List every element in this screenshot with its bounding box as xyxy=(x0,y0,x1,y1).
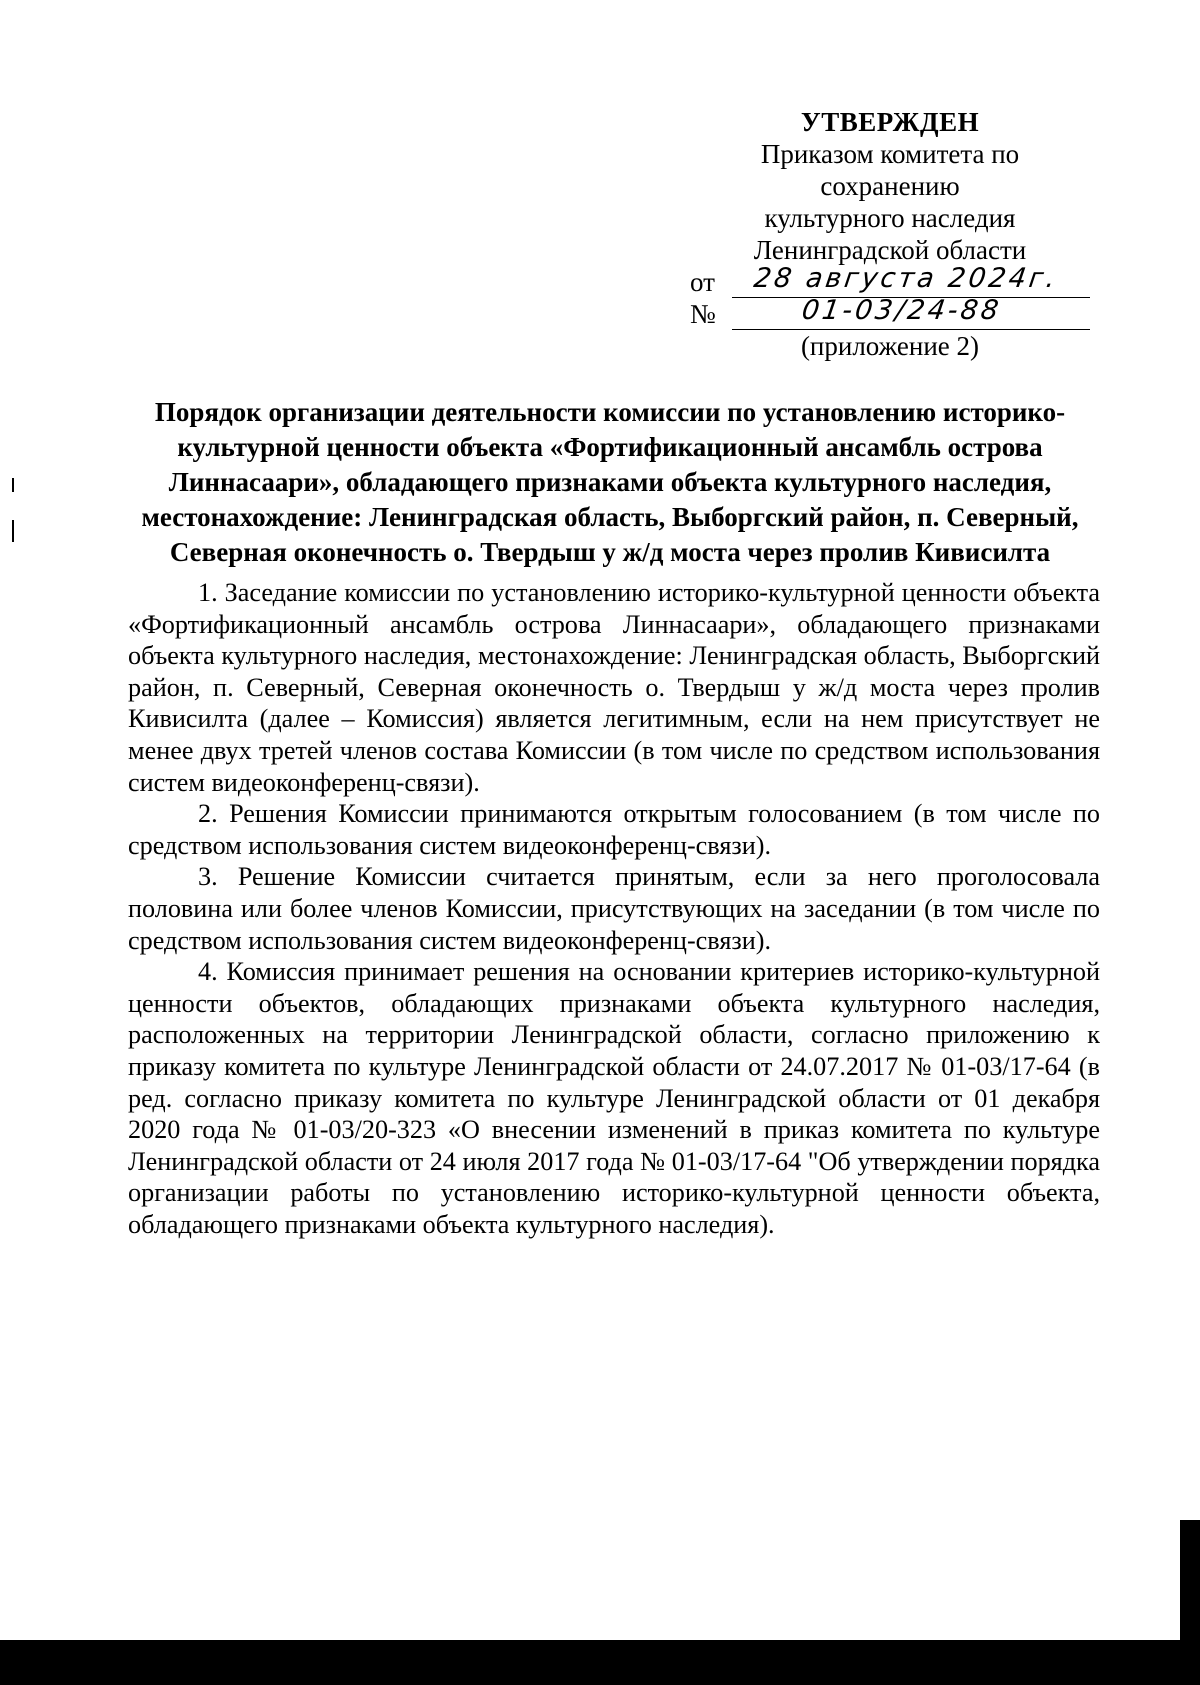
scan-mark-bottom xyxy=(12,520,14,542)
document-body xyxy=(128,577,1100,1240)
paragraph-1: 1. Заседание комиссии по установлению историко-культурной ценности объекта «Фортификационный ансамбль острова Линнасаари», обладающего признаками объекта культурного наследия, местонахождение: Ленинградская область, Выборгский район, п. Северный, Северная оконечность о. Твердыш у ж/д моста через пролив Кивисилта (далее – Комиссия) является легитимным, если на нем присутствует не менее двух третей членов состава Комиссии (в том числе по средством использования систем видеоконференц-связи). xyxy=(128,578,1100,797)
handwritten-number: 01-03/24-88 xyxy=(799,295,1004,326)
date-label: от xyxy=(690,267,715,297)
approval-heading: УТВЕРЖДЕН xyxy=(800,107,980,137)
number-label: № xyxy=(690,299,716,329)
paragraph-2: 2. Решения Комиссии принимаются открытым голосованием (в том числе по средством использования систем видеоконференц-связи). xyxy=(128,799,1100,860)
approval-line-1: Приказом комитета по сохранению xyxy=(760,139,1020,201)
appendix-note: (приложение 2) xyxy=(800,331,980,361)
title-line-4: местонахождение: Ленинградская область, Выборгский район, п. Северный, xyxy=(141,502,1079,532)
approval-block xyxy=(690,106,1090,362)
title-line-3: Линнасаари», обладающего признаками объекта культурного наследия, xyxy=(168,467,1052,497)
number-fill-line xyxy=(732,295,1090,330)
date-row xyxy=(690,263,1090,298)
approval-line-2: культурного наследия xyxy=(764,203,1016,233)
scan-border-bottom xyxy=(0,1640,1200,1685)
title-line-2: культурной ценности объекта «Фортификационный ансамбль острова xyxy=(177,432,1043,462)
title-line-1: Порядок организации деятельности комиссии по установлению историко- xyxy=(154,397,1066,427)
document-title xyxy=(120,395,1100,570)
handwritten-date: 28 августа 2024г. xyxy=(751,263,1060,294)
paragraph-4: 4. Комиссия принимает решения на основании критериев историко-культурной ценности объектов, обладающих признаками объекта культурного наследия, расположенных на территории Ленинградской области, согласно приложению к приказу комитета по культуре Ленинградской области от 24.07.2017 № 01-03/17-64 (в ред. согласно приказу комитета по культуре Ленинградской области от 01 декабря 2020 года № 01-03/20-323 «О внесении изменений в приказ комитета по культуре Ленинградской области от 24 июля 2017 года № 01-03/17-64 "Об утверждении порядка организации работы по установлению историко-культурной ценности объекта, обладающего признаками объекта культурного наследия). xyxy=(128,957,1100,1239)
number-row xyxy=(690,295,1090,330)
scan-border-right xyxy=(1180,1520,1200,1640)
paragraph-3: 3. Решение Комиссии считается принятым, если за него проголосовала половина или более членов Комиссии, присутствующих на заседании (в том числе по средством использования систем видеоконференц-связи). xyxy=(128,862,1100,955)
scan-mark-top xyxy=(12,478,14,492)
date-fill-line xyxy=(732,263,1090,298)
title-line-5: Северная оконечность о. Твердыш у ж/д моста через пролив Кивисилта xyxy=(169,537,1051,567)
approval-line-3: Ленинградской области xyxy=(753,235,1027,265)
